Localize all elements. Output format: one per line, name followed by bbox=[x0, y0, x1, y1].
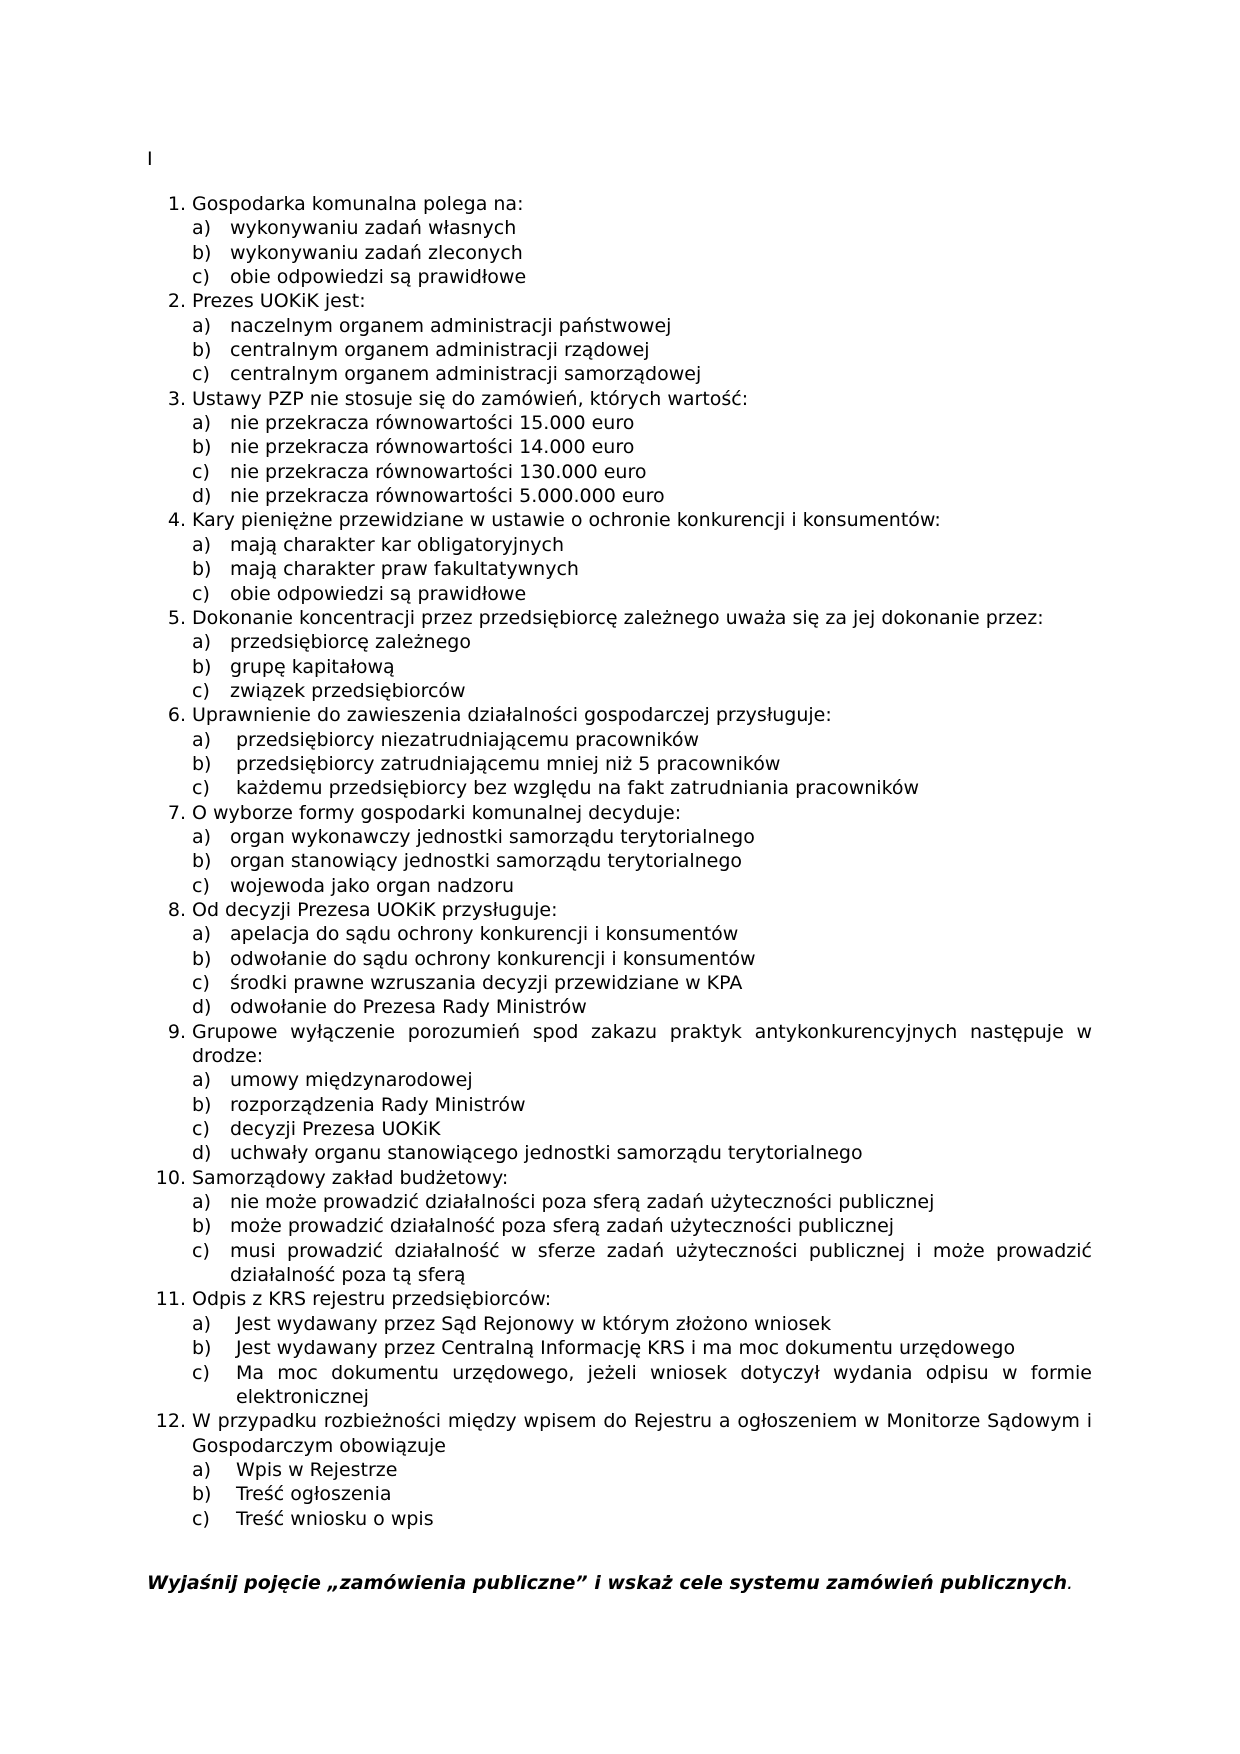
question-9 bbox=[150, 1020, 1092, 1166]
option-text: wojewoda jako organ nadzoru bbox=[230, 874, 515, 897]
option-text: Wpis w Rejestrze bbox=[236, 1458, 398, 1481]
option-d bbox=[192, 995, 1092, 1019]
option-text: środki prawne wzruszania decyzji przewidziane w KPA bbox=[230, 972, 743, 994]
option-label: b) bbox=[192, 850, 212, 873]
option-label: a) bbox=[192, 1191, 212, 1214]
option-c bbox=[192, 265, 1092, 289]
option-b bbox=[192, 849, 1092, 873]
option-text: organ wykonawczy jednostki samorządu terytorialnego bbox=[230, 825, 755, 848]
option-list bbox=[192, 1458, 1092, 1531]
question-text: Uprawnienie do zawieszenia działalności gospodarczej przysługuje: bbox=[192, 704, 832, 727]
option-label: b) bbox=[192, 752, 212, 775]
option-text: każdemu przedsiębiorcy bez względu na fakt zatrudniania pracowników bbox=[236, 777, 920, 800]
option-text: musi prowadzić działalność w sferze zadań użyteczności publicznej i może prowadzić działalność poza tą sferą bbox=[230, 1239, 1092, 1287]
option-label: b) bbox=[192, 241, 212, 264]
option-b bbox=[192, 752, 1092, 776]
option-label: c) bbox=[192, 679, 210, 702]
option-c bbox=[192, 362, 1092, 386]
question-text: Samorządowy zakład budżetowy: bbox=[192, 1166, 509, 1189]
option-b bbox=[192, 338, 1092, 362]
option-c bbox=[192, 1361, 1092, 1410]
option-label: b) bbox=[192, 947, 212, 970]
option-a bbox=[192, 216, 1092, 240]
question-number: 3. bbox=[167, 387, 186, 410]
question-list bbox=[150, 192, 1092, 1531]
option-b bbox=[192, 1093, 1092, 1117]
option-a bbox=[192, 1312, 1092, 1336]
question-text: O wyborze formy gospodarki komunalnej decyduje: bbox=[192, 801, 682, 824]
option-b bbox=[192, 1482, 1092, 1506]
option-text: wykonywaniu zadań zleconych bbox=[230, 241, 523, 264]
open-question bbox=[147, 1571, 1073, 1595]
option-label: d) bbox=[192, 1142, 212, 1165]
option-c bbox=[192, 1239, 1092, 1288]
option-text: decyzji Prezesa UOKiK bbox=[230, 1118, 441, 1141]
question-text: Grupowe wyłączenie porozumień spod zakazu praktyk antykonkurencyjnych następuje w drodze: bbox=[192, 1020, 1092, 1068]
option-a bbox=[192, 533, 1092, 557]
option-text: Treść ogłoszenia bbox=[236, 1483, 392, 1506]
option-list bbox=[192, 1190, 1092, 1287]
question-number: 1. bbox=[167, 193, 186, 215]
option-text: odwołanie do sądu ochrony konkurencji i konsumentów bbox=[230, 947, 756, 970]
option-text: rozporządzenia Rady Ministrów bbox=[230, 1093, 526, 1116]
option-text: związek przedsiębiorców bbox=[230, 679, 466, 702]
option-b bbox=[192, 557, 1092, 581]
option-text: nie przekracza równowartości 5.000.000 euro bbox=[230, 485, 665, 508]
option-label: a) bbox=[192, 728, 212, 751]
option-label: c) bbox=[192, 1361, 210, 1384]
question-number: 11. bbox=[155, 1288, 186, 1311]
question-number: 8. bbox=[167, 898, 186, 921]
question-1 bbox=[150, 192, 1092, 289]
option-label: c) bbox=[192, 874, 210, 897]
option-label: c) bbox=[192, 363, 210, 386]
option-label: c) bbox=[192, 777, 210, 800]
option-b bbox=[192, 655, 1092, 679]
option-list bbox=[192, 216, 1092, 289]
option-a bbox=[192, 411, 1092, 435]
option-label: c) bbox=[192, 1118, 210, 1141]
question-2 bbox=[150, 289, 1092, 386]
option-label: a) bbox=[192, 1458, 212, 1481]
option-text: przedsiębiorcę zależnego bbox=[230, 631, 471, 654]
option-c bbox=[192, 776, 1092, 800]
option-label: a) bbox=[192, 631, 212, 654]
option-list bbox=[192, 630, 1092, 703]
question-text: Od decyzji Prezesa UOKiK przysługuje: bbox=[192, 898, 558, 921]
option-text: organ stanowiący jednostki samorządu terytorialnego bbox=[230, 850, 743, 873]
question-number: 7. bbox=[167, 801, 186, 824]
question-11 bbox=[150, 1287, 1092, 1409]
option-label: c) bbox=[192, 460, 210, 483]
option-text: mają charakter kar obligatoryjnych bbox=[230, 533, 564, 556]
option-text: Jest wydawany przez Sąd Rejonowy w którym złożono wniosek bbox=[236, 1312, 832, 1335]
option-c bbox=[192, 1507, 1092, 1531]
option-text: uchwały organu stanowiącego jednostki samorządu terytorialnego bbox=[230, 1142, 863, 1165]
option-label: b) bbox=[192, 1337, 212, 1360]
option-b bbox=[192, 947, 1092, 971]
option-list bbox=[192, 533, 1092, 606]
question-text: W przypadku rozbieżności między wpisem do Rejestru a ogłoszeniem w Monitorze Sądowym i Gospodarczym obowiązuje bbox=[192, 1410, 1092, 1457]
option-label: b) bbox=[192, 339, 212, 362]
option-a bbox=[192, 1068, 1092, 1092]
section-marker: I bbox=[147, 148, 153, 170]
option-c bbox=[192, 679, 1092, 703]
option-list bbox=[192, 314, 1092, 387]
option-label: a) bbox=[192, 533, 212, 556]
option-c bbox=[192, 874, 1092, 898]
question-text: Odpis z KRS rejestru przedsiębiorców: bbox=[192, 1288, 552, 1311]
question-10 bbox=[150, 1166, 1092, 1288]
option-text: obie odpowiedzi są prawidłowe bbox=[230, 266, 527, 289]
option-d bbox=[192, 484, 1092, 508]
question-text: Ustawy PZP nie stosuje się do zamówień, których wartość: bbox=[192, 387, 749, 410]
question-number: 12. bbox=[155, 1410, 186, 1433]
option-a bbox=[192, 922, 1092, 946]
option-label: a) bbox=[192, 923, 212, 946]
open-question-text: Wyjaśnij pojęcie „zamówienia publiczne” i wskaż cele systemu zamówień publicznych bbox=[147, 1572, 1068, 1594]
option-text: Jest wydawany przez Centralną Informację KRS i ma moc dokumentu urzędowego bbox=[236, 1337, 1016, 1360]
option-label: d) bbox=[192, 996, 212, 1019]
option-label: a) bbox=[192, 412, 212, 435]
option-a bbox=[192, 630, 1092, 654]
option-label: a) bbox=[192, 314, 212, 337]
option-text: centralnym organem administracji rządowej bbox=[230, 339, 650, 362]
open-question-period: . bbox=[1067, 1572, 1074, 1594]
question-number: 5. bbox=[167, 606, 186, 629]
option-list bbox=[192, 1068, 1092, 1165]
option-c bbox=[192, 582, 1092, 606]
option-label: b) bbox=[192, 436, 212, 459]
option-text: grupę kapitałową bbox=[230, 655, 395, 678]
option-label: a) bbox=[192, 825, 212, 848]
option-text: nie przekracza równowartości 14.000 euro bbox=[230, 436, 635, 459]
option-label: c) bbox=[192, 1239, 210, 1262]
option-a bbox=[192, 1458, 1092, 1482]
option-label: b) bbox=[192, 655, 212, 678]
option-text: nie przekracza równowartości 15.000 euro bbox=[230, 412, 635, 435]
option-label: a) bbox=[192, 217, 212, 240]
option-text: centralnym organem administracji samorządowej bbox=[230, 363, 702, 386]
option-text: Treść wniosku o wpis bbox=[236, 1507, 434, 1530]
option-label: c) bbox=[192, 266, 210, 289]
option-text: może prowadzić działalność poza sferą zadań użyteczności publicznej bbox=[230, 1215, 895, 1238]
option-list bbox=[192, 922, 1092, 1019]
option-d bbox=[192, 1141, 1092, 1165]
option-b bbox=[192, 241, 1092, 265]
option-text: apelacja do sądu ochrony konkurencji i konsumentów bbox=[230, 923, 739, 946]
question-3 bbox=[150, 387, 1092, 509]
option-label: a) bbox=[192, 1069, 212, 1092]
option-a bbox=[192, 1190, 1092, 1214]
option-label: c) bbox=[192, 972, 210, 994]
option-text: odwołanie do Prezesa Rady Ministrów bbox=[230, 996, 587, 1019]
question-5 bbox=[150, 606, 1092, 703]
option-a bbox=[192, 825, 1092, 849]
option-text: naczelnym organem administracji państwowej bbox=[230, 314, 672, 337]
option-label: d) bbox=[192, 485, 212, 508]
question-number: 10. bbox=[155, 1166, 186, 1189]
question-12 bbox=[150, 1409, 1092, 1531]
option-a bbox=[192, 728, 1092, 752]
question-number: 2. bbox=[167, 290, 186, 313]
option-b bbox=[192, 435, 1092, 459]
option-text: przedsiębiorcy niezatrudniającemu pracowników bbox=[236, 728, 700, 751]
option-label: a) bbox=[192, 1312, 212, 1335]
option-label: c) bbox=[192, 582, 210, 605]
question-text: Prezes UOKiK jest: bbox=[192, 290, 366, 313]
question-8 bbox=[150, 898, 1092, 1020]
option-text: przedsiębiorcy zatrudniającemu mniej niż 5 pracowników bbox=[236, 752, 781, 775]
option-b bbox=[192, 1214, 1092, 1238]
question-4 bbox=[150, 508, 1092, 605]
option-text: Ma moc dokumentu urzędowego, jeżeli wniosek dotyczył wydania odpisu w formie elektronicznej bbox=[236, 1361, 1092, 1408]
option-c bbox=[192, 971, 1092, 995]
option-c bbox=[192, 1117, 1092, 1141]
option-text: nie może prowadzić działalności poza sferą zadań użyteczności publicznej bbox=[230, 1191, 935, 1214]
option-text: obie odpowiedzi są prawidłowe bbox=[230, 582, 527, 605]
option-label: b) bbox=[192, 1215, 212, 1238]
option-label: c) bbox=[192, 1507, 210, 1530]
option-text: mają charakter praw fakultatywnych bbox=[230, 558, 579, 581]
option-label: b) bbox=[192, 558, 212, 581]
option-text: umowy międzynarodowej bbox=[230, 1069, 473, 1092]
option-text: nie przekracza równowartości 130.000 euro bbox=[230, 460, 647, 483]
option-list bbox=[192, 728, 1092, 801]
option-text: wykonywaniu zadań własnych bbox=[230, 217, 517, 240]
option-list bbox=[192, 411, 1092, 508]
option-a bbox=[192, 314, 1092, 338]
question-number: 9. bbox=[167, 1020, 186, 1043]
question-text: Kary pieniężne przewidziane w ustawie o ochronie konkurencji i konsumentów: bbox=[192, 509, 941, 532]
option-list bbox=[192, 1312, 1092, 1409]
option-list bbox=[192, 825, 1092, 898]
option-label: b) bbox=[192, 1483, 212, 1506]
question-number: 4. bbox=[167, 509, 186, 532]
option-b bbox=[192, 1336, 1092, 1360]
question-number: 6. bbox=[167, 704, 186, 727]
option-label: b) bbox=[192, 1093, 212, 1116]
question-7 bbox=[150, 801, 1092, 898]
question-6 bbox=[150, 703, 1092, 800]
question-text: Dokonanie koncentracji przez przedsiębiorcę zależnego uważa się za jej dokonanie przez: bbox=[192, 606, 1044, 629]
option-c bbox=[192, 460, 1092, 484]
question-text: Gospodarka komunalna polega na: bbox=[192, 193, 524, 215]
